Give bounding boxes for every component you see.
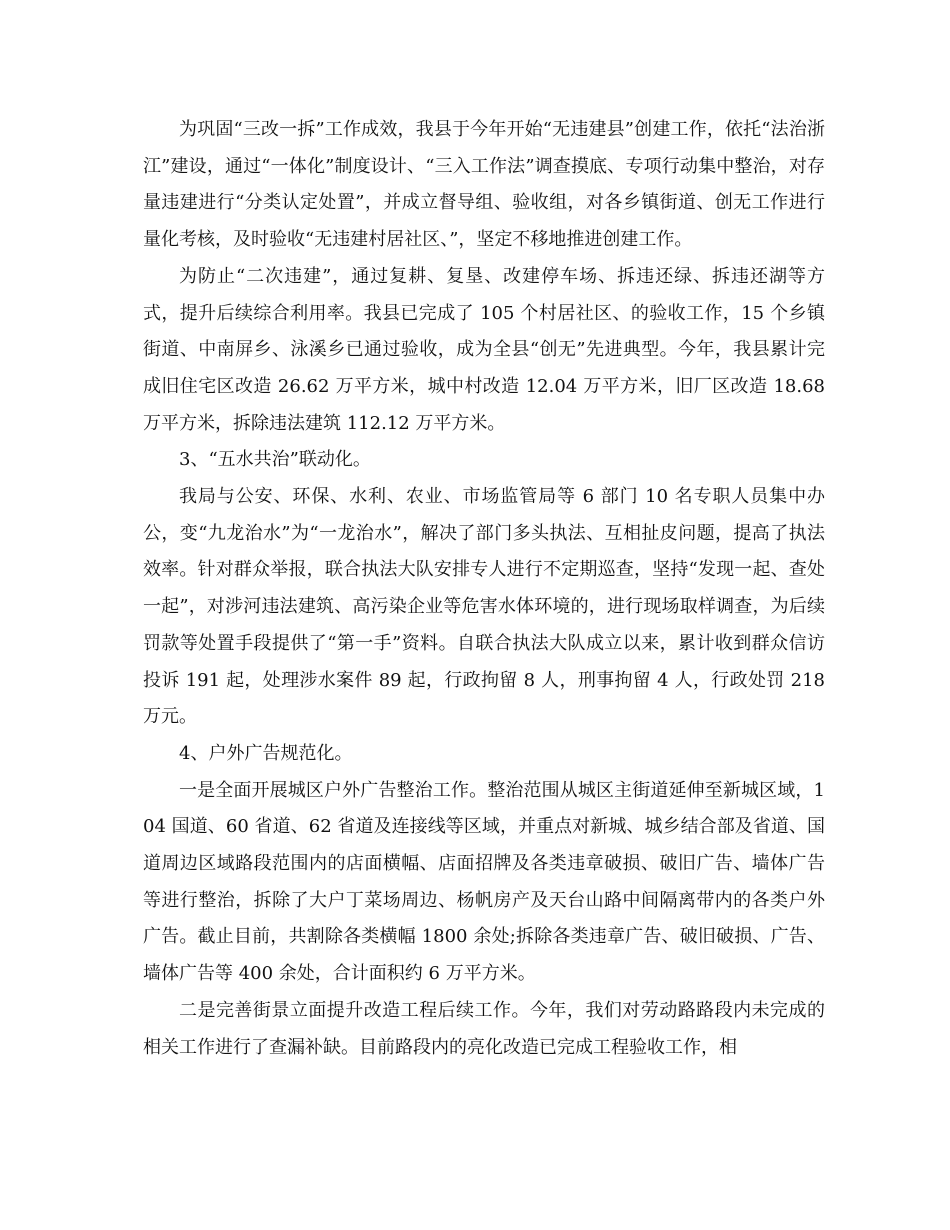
document-page (143, 112, 825, 1066)
paragraph-outdoor-ad-rectification: 一是全面开展城区户外广告整治工作。整治范围从城区主街道延伸至新城区域，104 国道、60 省道、62 省道及连接线等区域，并重点对新城、城乡结合部及省道、国道周边区域路段范围内的店面横幅、店面招牌及各类违章破损、破旧广告、墙体广告等进行整治，拆除了大户丁菜场周边、杨帆房产及天台山路中间隔离带内的各类户外广告。截止目前，共割除各类横幅 1800 余处;拆除各类违章广告、破旧破损、广告、墙体广告等 400 余处，合计面积约 6 万平方米。 (143, 779, 825, 985)
paragraph-streetscape-improvement: 二是完善街景立面提升改造工程后续工作。今年，我们对劳动路路段内未完成的相关工作进行了查漏补缺。目前路段内的亮化改造已完成工程验收工作，相 (143, 999, 825, 1058)
paragraph-joint-enforcement: 我局与公安、环保、水利、农业、市场监管局等 6 部门 10 名专职人员集中办公，变“九龙治水”为“一龙治水”，解决了部门多头执法、互相扯皮问题，提高了执法效率。针对群众举报，联合执法大队安排专人进行不定期巡查，坚持“发现一起、查处一起”，对涉河违法建筑、高污染企业等危害水体环境的，进行现场取样调查，为后续罚款等处置手段提供了“第一手”资料。自联合执法大队成立以来，累计收到群众信访投诉 191 起，处理涉水案件 89 起，行政拘留 8 人，刑事拘留 4 人，行政处罚 218 万元。 (143, 486, 825, 728)
paragraph-violation-free-county: 为巩固“三改一拆”工作成效，我县于今年开始“无违建县”创建工作，依托“法治浙江”建设，通过“一体化”制度设计、“三入工作法”调查摸底、专项行动集中整治，对存量违建进行“分类认定处置”，并成立督导组、验收组，对各乡镇街道、创无工作进行量化考核，及时验收“无违建村居社区、”，坚定不移地推进创建工作。 (143, 119, 825, 251)
section-heading-five-waters: 3、“五水共治”联动化。 (179, 449, 371, 471)
section-heading-outdoor-ads: 4、户外广告规范化。 (179, 742, 353, 764)
paragraph-prevent-secondary-violation: 为防止“二次违建”，通过复耕、复垦、改建停车场、拆违还绿、拆违还湖等方式，提升后续综合利用率。我县已完成了 105 个村居社区、的验收工作，15 个乡镇街道、中南屏乡、泳溪乡已通过验收，成为全县“创无”先进典型。今年，我县累计完成旧住宅区改造 26.62 万平方米，城中村改造 12.04 万平方米，旧厂区改造 18.68 万平方米，拆除违法建筑 112.12 万平方米。 (143, 265, 825, 434)
